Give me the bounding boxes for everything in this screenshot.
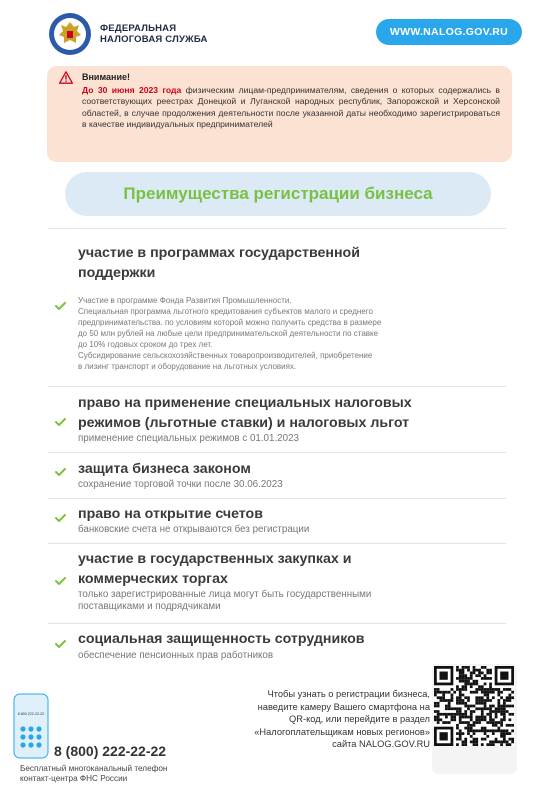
qr-line: «Налогоплательщикам новых регионов» <box>254 726 430 737</box>
org-name-line2: НАЛОГОВАЯ СЛУЖБА <box>100 34 208 45</box>
notice-date: До 30 июня 2023 года <box>82 85 182 96</box>
warning-icon <box>59 71 73 84</box>
benefit-subtitle-line: только зарегистрированные лица могут быть государственными <box>78 589 372 600</box>
org-name <box>100 23 208 45</box>
fns-emblem-icon <box>48 12 92 56</box>
benefit-title-line: участие в государственных закупках и <box>78 551 352 567</box>
qr-instructions <box>180 688 430 751</box>
qr-code-icon[interactable] <box>434 666 514 746</box>
qr-code-panel <box>432 664 517 774</box>
detail-line: Специальная программа льготного кредитования субъектов малого и среднего <box>78 307 373 316</box>
phone-description-line: контакт-центра ФНС России <box>20 774 128 783</box>
phone-description <box>20 764 167 784</box>
benefit-subtitle: сохранение торговой точки после 30.06.2023 <box>78 479 283 490</box>
divider <box>48 228 506 229</box>
benefit-subtitle <box>78 589 371 613</box>
benefit-subtitle: банковские счета не открываются без регистрации <box>78 524 310 535</box>
divider <box>48 452 506 453</box>
benefit-title: социальная защищенность сотрудников <box>78 631 365 647</box>
qr-line: наведите камеру Вашего смартфона на <box>257 701 430 712</box>
divider <box>48 543 506 544</box>
check-icon <box>55 302 66 310</box>
benefit-subtitle: применение специальных режимов с 01.01.2023 <box>78 433 299 444</box>
benefit-subtitle-line: поставщиками и подрядчиками <box>78 601 221 612</box>
detail-line: предпринимательства. по условиям которой можно получить средства в размере <box>78 318 382 327</box>
divider <box>48 498 506 499</box>
detail-line: Участие в программе Фонда Развития Промышленности. <box>78 296 292 305</box>
phone-icon <box>13 693 49 759</box>
detail-line: Субсидирование сельскохозяйственных товаропроизводителей, приобретение <box>78 351 373 360</box>
phone-description-line: Бесплатный многоканальный телефон <box>20 764 168 773</box>
qr-line: сайта NALOG.GOV.RU <box>332 739 430 749</box>
benefit-details <box>78 295 468 372</box>
benefit-title <box>78 394 412 433</box>
notice-box <box>47 66 512 162</box>
check-icon <box>55 514 66 522</box>
divider <box>48 623 506 624</box>
divider <box>48 386 506 387</box>
benefit-title: защита бизнеса законом <box>78 461 251 477</box>
check-icon <box>55 418 66 426</box>
benefit-title-line: коммерческих торгах <box>78 570 228 587</box>
benefit-title <box>78 550 351 589</box>
check-icon <box>55 468 66 476</box>
benefit-title-line: поддержки <box>78 264 156 281</box>
benefit-subtitle: обеспечение пенсионных прав работников <box>78 650 274 661</box>
check-icon <box>55 640 66 648</box>
notice-body <box>82 85 500 130</box>
site-link-button[interactable]: WWW.NALOG.GOV.RU <box>376 19 522 45</box>
benefit-title <box>78 244 360 283</box>
detail-line: в лизинг транспорт и оборудование на льготных условиях. <box>78 362 297 371</box>
phone-screen-number: 8 800 222-22-22 <box>17 712 45 716</box>
benefit-title-line: участие в программах государственной <box>78 245 360 261</box>
qr-line: Чтобы узнать о регистрации бизнеса, <box>267 689 430 699</box>
benefit-title-line: право на применение специальных налоговых <box>78 395 412 411</box>
benefit-title-line: режимов (льготные ставки) и налоговых льгот <box>78 414 410 431</box>
check-icon <box>55 577 66 585</box>
notice-title: Внимание! <box>82 72 130 82</box>
phone-number[interactable]: 8 (800) 222-22-22 <box>54 743 167 759</box>
qr-line: QR-код, или перейдите в раздел <box>289 714 430 724</box>
org-name-line1: ФЕДЕРАЛЬНАЯ <box>100 23 177 34</box>
benefits-title: Преимущества регистрации бизнеса <box>65 172 491 216</box>
benefit-title: право на открытие счетов <box>78 506 263 522</box>
notice-text: физическим лицам-предпринимателям, сведения о которых содержались в соответствующих реестрах Донецкой и Луганской народных республик, Запорожской и Херсонской областей, в случае продолжения деятельности после указанной даты необходимо зарегистрироваться в качестве индивидуальных предпринимателей <box>82 85 501 129</box>
detail-line: до 10% годовых сроком до трех лет. <box>78 340 213 349</box>
detail-line: до 50 млн рублей на любые цели предпринимательской деятельности по ставке <box>78 329 379 338</box>
